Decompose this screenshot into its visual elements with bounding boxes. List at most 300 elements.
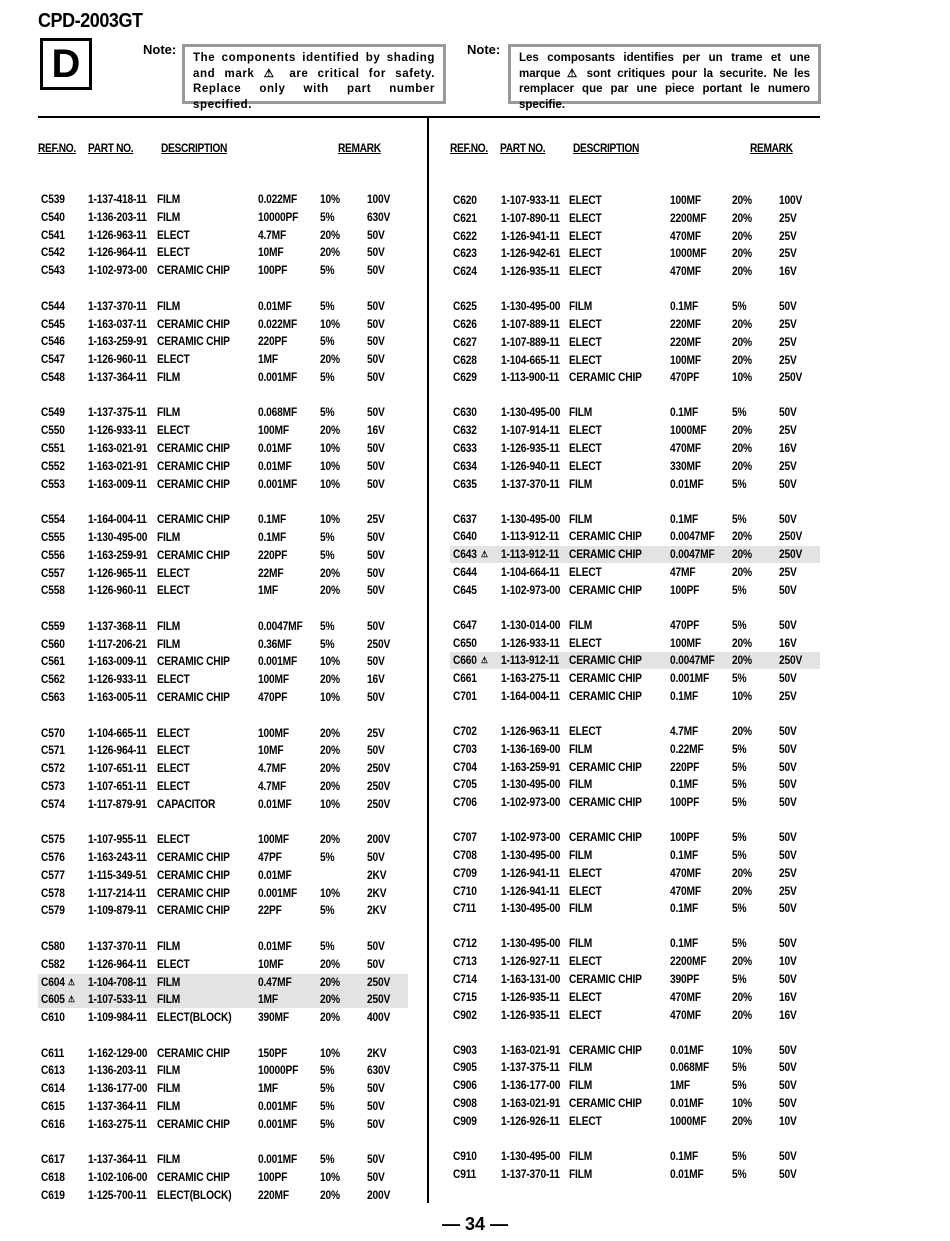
part-no: 1-113-912-11: [501, 653, 560, 668]
table-row: [450, 458, 820, 475]
remark-voltage: 50V: [367, 405, 385, 420]
ref-no: C543: [41, 263, 65, 278]
description: FILM: [569, 1078, 593, 1093]
remark-tolerance: 5%: [320, 903, 335, 918]
part-no: 1-126-963-11: [88, 227, 147, 242]
remark-value: 4.7MF: [258, 761, 287, 776]
part-no: 1-163-009-11: [88, 476, 147, 491]
part-no: 1-163-021-91: [501, 1042, 561, 1057]
table-row: [450, 847, 820, 864]
part-no: 1-107-889-11: [501, 317, 560, 331]
part-no: 1-130-495-00: [501, 1148, 561, 1163]
note-label-english: Note:: [143, 42, 177, 57]
description: FILM: [569, 405, 593, 420]
remark-value: 47PF: [258, 850, 282, 864]
remark-value: 0.01MF: [670, 1096, 704, 1110]
remark-voltage: 16V: [779, 441, 797, 455]
table-row: [450, 883, 820, 900]
remark-value: 10MF: [258, 245, 284, 260]
remark-voltage: 630V: [367, 209, 391, 224]
description: ELECT: [569, 210, 602, 225]
ref-no: C563: [41, 690, 65, 704]
remark-tolerance: 20%: [732, 264, 752, 279]
remark-value: 0.022MF: [258, 192, 298, 206]
remark-value: 0.0047MF: [670, 547, 715, 562]
remark-value: 10MF: [258, 956, 284, 971]
part-no: 1-130-495-00: [501, 936, 561, 951]
remark-tolerance: 5%: [320, 547, 335, 562]
remark-tolerance: 20%: [320, 761, 340, 776]
description: CERAMIC CHIP: [157, 1045, 230, 1060]
table-row: [38, 582, 408, 599]
ref-no: C542: [41, 245, 65, 260]
remark-voltage: 50V: [779, 848, 797, 862]
ref-no: C576: [41, 850, 65, 864]
description: FILM: [569, 741, 593, 756]
part-no: 1-126-965-11: [88, 565, 147, 580]
part-no: 1-109-984-11: [88, 1010, 147, 1025]
ref-no: C551: [41, 441, 65, 455]
ref-no: C562: [41, 672, 65, 687]
table-row: [450, 528, 820, 545]
ref-no: C573: [41, 778, 65, 793]
remark-value: 0.01MF: [258, 441, 292, 455]
ref-no: C611: [41, 1045, 65, 1060]
table-row: [450, 228, 820, 245]
ref-no: C902: [453, 1007, 477, 1022]
remark-voltage: 25V: [779, 458, 797, 473]
remark-value: 10MF: [258, 743, 284, 758]
part-no: 1-126-941-11: [501, 865, 560, 880]
remark-value: 1MF: [258, 1081, 278, 1096]
part-no: 1-163-037-11: [88, 316, 147, 331]
remark-tolerance: 5%: [320, 1152, 335, 1167]
remark-value: 100MF: [258, 725, 289, 740]
description: ELECT: [569, 883, 602, 898]
remark-tolerance: 5%: [732, 936, 747, 951]
remark-tolerance: 5%: [320, 938, 335, 953]
ref-no: C626: [453, 317, 477, 331]
remark-voltage: 50V: [779, 1166, 797, 1181]
remark-value: 1000MF: [670, 246, 707, 261]
description: ELECT: [157, 743, 190, 758]
remark-voltage: 50V: [367, 547, 385, 562]
remark-voltage: 50V: [367, 334, 385, 349]
remark-voltage: 50V: [367, 690, 385, 704]
remark-voltage: 250V: [367, 992, 391, 1007]
part-no: 1-163-005-11: [88, 690, 147, 704]
remark-value: 470PF: [670, 370, 700, 385]
remark-value: 1000MF: [670, 1113, 707, 1128]
table-row: [38, 1080, 408, 1097]
remark-voltage: 50V: [367, 476, 385, 491]
remark-voltage: 25V: [779, 334, 797, 349]
remark-voltage: 50V: [367, 298, 385, 313]
table-row: [38, 867, 408, 884]
ref-no: C627: [453, 334, 477, 349]
table-row: [38, 458, 408, 475]
remark-voltage: 2KV: [367, 867, 387, 882]
remark-voltage: 50V: [367, 743, 385, 758]
remark-tolerance: 20%: [732, 653, 752, 668]
remark-tolerance: 5%: [732, 671, 747, 686]
ref-no: C632: [453, 423, 477, 438]
ref-no: C903: [453, 1042, 477, 1057]
table-row: [450, 298, 820, 315]
description: ELECT: [569, 1007, 602, 1022]
remark-tolerance: 5%: [320, 209, 335, 224]
part-no: 1-109-879-11: [88, 903, 147, 918]
table-row: [38, 511, 408, 528]
remark-voltage: 250V: [779, 547, 803, 562]
remark-value: 0.22MF: [670, 741, 704, 756]
remark-value: 0.1MF: [670, 848, 699, 862]
remark-voltage: 50V: [779, 582, 797, 597]
description: ELECT: [569, 441, 602, 455]
table-row: [38, 849, 408, 866]
part-no: 1-102-106-00: [88, 1170, 148, 1185]
description: FILM: [569, 299, 593, 314]
ref-no: C714: [453, 972, 477, 986]
description: CERAMIC CHIP: [157, 547, 230, 562]
ref-no: C660: [453, 653, 477, 668]
remark-value: 390MF: [258, 1010, 289, 1025]
remark-tolerance: 10%: [320, 1170, 340, 1185]
description: FILM: [569, 936, 593, 951]
description: FILM: [157, 636, 181, 651]
description: ELECT: [569, 1113, 602, 1128]
remark-tolerance: 20%: [732, 1007, 752, 1022]
remark-tolerance: 20%: [320, 583, 340, 598]
remark-voltage: 50V: [779, 741, 797, 756]
ref-no: C713: [453, 954, 477, 969]
part-no: 1-126-935-11: [501, 989, 560, 1004]
remark-voltage: 50V: [779, 936, 797, 951]
remark-tolerance: 20%: [320, 565, 340, 580]
remark-value: 470MF: [670, 1007, 701, 1022]
part-no: 1-137-370-11: [88, 938, 147, 953]
ref-no: C705: [453, 777, 477, 792]
remark-tolerance: 20%: [320, 423, 340, 438]
ref-no: C620: [453, 193, 477, 207]
description: FILM: [157, 529, 181, 544]
table-row: [450, 369, 820, 386]
part-no: 1-164-004-11: [501, 689, 560, 703]
remark-voltage: 50V: [367, 441, 385, 455]
description: FILM: [157, 938, 181, 953]
description: ELECT: [569, 423, 602, 438]
description: CERAMIC CHIP: [569, 689, 642, 703]
remark-value: 47MF: [670, 565, 696, 579]
ref-no: C617: [41, 1152, 65, 1167]
remark-value: 0.01MF: [670, 1166, 704, 1181]
model-name: CPD-2003GT: [38, 10, 143, 32]
part-no: 1-163-275-11: [88, 1116, 147, 1131]
remark-tolerance: 5%: [732, 1148, 747, 1163]
ref-no: C545: [41, 316, 65, 331]
remark-value: 0.068MF: [670, 1060, 710, 1075]
ref-no: C547: [41, 352, 65, 367]
remark-value: 220PF: [258, 334, 288, 349]
remark-voltage: 250V: [367, 974, 391, 989]
description: FILM: [569, 848, 593, 862]
ref-no: C578: [41, 885, 65, 900]
remark-value: 10000PF: [258, 209, 299, 224]
remark-tolerance: 20%: [732, 989, 752, 1004]
table-row: [450, 776, 820, 793]
remark-tolerance: 20%: [732, 423, 752, 438]
description: CERAMIC CHIP: [157, 263, 230, 278]
remark-voltage: 250V: [367, 778, 391, 793]
remark-voltage: 25V: [779, 317, 797, 331]
description: CERAMIC CHIP: [569, 582, 642, 597]
remark-voltage: 50V: [779, 299, 797, 314]
remark-tolerance: 20%: [320, 245, 340, 260]
ref-no: C571: [41, 743, 65, 758]
part-no: 1-137-370-11: [501, 476, 560, 491]
remark-tolerance: 20%: [320, 352, 340, 367]
remark-tolerance: 5%: [732, 848, 747, 862]
ref-no: C613: [41, 1063, 65, 1078]
table-row: [450, 1007, 820, 1024]
table-row: [38, 1045, 408, 1062]
remark-value: 0.0047MF: [258, 618, 303, 633]
remark-value: 0.001MF: [258, 654, 298, 669]
part-no: 1-136-203-11: [88, 1063, 147, 1078]
ref-no: C552: [41, 458, 65, 473]
table-row: [450, 1042, 820, 1059]
table-row: [450, 1059, 820, 1076]
remark-value: 0.01MF: [258, 867, 292, 882]
remark-tolerance: 20%: [732, 441, 752, 455]
remark-tolerance: 20%: [320, 1187, 340, 1202]
table-row: [38, 422, 408, 439]
header-remark-right: REMARK: [750, 141, 793, 155]
description: CERAMIC CHIP: [157, 512, 230, 527]
description: ELECT: [569, 334, 602, 349]
table-row: [450, 688, 820, 705]
remark-voltage: 50V: [367, 1170, 385, 1185]
description: FILM: [569, 1148, 593, 1163]
remark-tolerance: 20%: [732, 193, 752, 207]
remark-voltage: 25V: [779, 210, 797, 225]
ref-no: C616: [41, 1116, 65, 1131]
remark-value: 0.1MF: [670, 901, 699, 916]
description: ELECT: [569, 228, 602, 243]
remark-value: 1MF: [258, 583, 278, 598]
remark-value: 0.01MF: [670, 1042, 704, 1057]
column-divider: [427, 118, 429, 1203]
remark-value: 100PF: [258, 263, 288, 278]
description: CERAMIC CHIP: [157, 476, 230, 491]
part-no: 1-126-964-11: [88, 245, 147, 260]
ref-no: C623: [453, 246, 477, 261]
remark-tolerance: 10%: [732, 1042, 752, 1057]
remark-tolerance: 5%: [320, 1063, 335, 1078]
header-part-no-left: PART NO.: [88, 141, 134, 155]
remark-value: 0.001MF: [258, 369, 298, 384]
remark-value: 100MF: [258, 423, 289, 438]
part-no: 1-137-370-11: [501, 1166, 560, 1181]
ref-no: C619: [41, 1187, 65, 1202]
remark-value: 1MF: [258, 992, 278, 1007]
header-ref-no-right: REF.NO.: [450, 141, 488, 155]
table-row: [38, 689, 408, 706]
part-no: 1-107-533-11: [88, 992, 147, 1007]
part-no: 1-125-700-11: [88, 1187, 147, 1202]
description: ELECT: [157, 227, 190, 242]
table-row: [450, 935, 820, 952]
ref-no: C628: [453, 352, 477, 367]
table-row: [450, 210, 820, 227]
description: CERAMIC CHIP: [157, 885, 230, 900]
remark-tolerance: 10%: [320, 458, 340, 473]
remark-voltage: 25V: [779, 865, 797, 880]
part-no: 1-117-879-91: [88, 796, 147, 811]
remark-tolerance: 20%: [320, 743, 340, 758]
table-row: [450, 546, 820, 563]
part-no: 1-136-177-00: [501, 1078, 561, 1093]
part-no: 1-126-933-11: [88, 672, 147, 687]
description: FILM: [569, 617, 593, 632]
description: CERAMIC CHIP: [569, 370, 642, 385]
remark-tolerance: 5%: [732, 741, 747, 756]
remark-voltage: 50V: [367, 458, 385, 473]
ref-no: C575: [41, 832, 65, 847]
remark-tolerance: 5%: [320, 263, 335, 278]
ref-no: C553: [41, 476, 65, 491]
description: ELECT: [569, 458, 602, 473]
table-row: [450, 404, 820, 421]
description: ELECT: [157, 956, 190, 971]
table-row: [38, 1062, 408, 1079]
part-no: 1-126-963-11: [501, 724, 560, 738]
remark-voltage: 50V: [367, 352, 385, 367]
remark-tolerance: 5%: [732, 795, 747, 810]
description: FILM: [157, 192, 181, 206]
description: ELECT: [569, 635, 602, 650]
remark-voltage: 200V: [367, 832, 391, 847]
remark-tolerance: 10%: [320, 796, 340, 811]
remark-value: 150PF: [258, 1045, 288, 1060]
remark-value: 100MF: [670, 635, 701, 650]
part-no: 1-163-021-91: [88, 458, 148, 473]
part-no: 1-163-131-00: [501, 972, 561, 986]
remark-voltage: 50V: [779, 671, 797, 686]
ref-no: C908: [453, 1096, 477, 1110]
remark-voltage: 25V: [779, 228, 797, 243]
description: ELECT: [569, 193, 602, 207]
remark-tolerance: 5%: [732, 830, 747, 845]
part-no: 1-107-933-11: [501, 193, 560, 207]
part-no: 1-130-495-00: [501, 511, 561, 526]
description: CERAMIC CHIP: [157, 690, 230, 704]
remark-voltage: 10V: [779, 1113, 797, 1128]
remark-voltage: 50V: [367, 1152, 385, 1167]
remark-tolerance: 20%: [320, 725, 340, 740]
part-no: 1-137-375-11: [88, 405, 147, 420]
ref-no: C570: [41, 725, 65, 740]
table-row: [38, 796, 408, 813]
ref-no: C540: [41, 209, 65, 224]
remark-tolerance: 5%: [320, 1081, 335, 1096]
ref-no: C633: [453, 441, 477, 455]
remark-voltage: 50V: [367, 618, 385, 633]
remark-voltage: 50V: [779, 759, 797, 774]
table-row: [450, 1095, 820, 1112]
table-row: [38, 547, 408, 564]
ref-no: C644: [453, 565, 477, 579]
remark-value: 1000MF: [670, 423, 707, 438]
description: CERAMIC CHIP: [569, 653, 642, 668]
part-no: 1-102-973-00: [501, 582, 561, 597]
remark-value: 0.1MF: [670, 936, 699, 951]
table-row: [450, 1077, 820, 1094]
remark-tolerance: 5%: [320, 1099, 335, 1113]
remark-tolerance: 20%: [732, 334, 752, 349]
description: ELECT: [569, 954, 602, 969]
part-no: 1-126-960-11: [88, 583, 147, 598]
description: FILM: [157, 1081, 181, 1096]
remark-voltage: 50V: [367, 850, 385, 864]
remark-voltage: 50V: [779, 724, 797, 738]
table-row: [38, 618, 408, 635]
part-no: 1-130-495-00: [501, 777, 561, 792]
remark-value: 470MF: [670, 883, 701, 898]
ref-no: C577: [41, 867, 65, 882]
description: CERAMIC CHIP: [569, 1042, 642, 1057]
ref-no: C661: [453, 671, 477, 686]
table-row: [38, 1187, 408, 1204]
note-label-french: Note:: [467, 42, 501, 57]
table-row: [38, 956, 408, 973]
remark-voltage: 50V: [367, 227, 385, 242]
remark-value: 100PF: [670, 795, 700, 810]
remark-value: 0.1MF: [670, 689, 699, 703]
remark-voltage: 50V: [367, 369, 385, 384]
remark-value: 0.1MF: [670, 405, 699, 420]
remark-tolerance: 20%: [320, 992, 340, 1007]
description: FILM: [569, 777, 593, 792]
ref-no: C546: [41, 334, 65, 349]
remark-voltage: 50V: [779, 972, 797, 986]
remark-voltage: 25V: [367, 512, 385, 527]
remark-value: 2200MF: [670, 954, 707, 969]
remark-voltage: 50V: [779, 1078, 797, 1093]
part-no: 1-126-940-11: [501, 458, 560, 473]
part-no: 1-136-177-00: [88, 1081, 148, 1096]
remark-tolerance: 20%: [320, 1010, 340, 1025]
table-row: [450, 440, 820, 457]
ref-no: C702: [453, 724, 477, 738]
header-ref-no-left: REF.NO.: [38, 141, 76, 155]
description: FILM: [157, 405, 181, 420]
table-row: [38, 902, 408, 919]
description: CERAMIC CHIP: [157, 1116, 230, 1131]
part-no: 1-104-665-11: [88, 725, 147, 740]
remark-voltage: 16V: [779, 1007, 797, 1022]
safety-mark-icon: ⚠: [68, 994, 75, 1005]
ref-no: C624: [453, 264, 477, 279]
remark-tolerance: 5%: [320, 405, 335, 420]
table-row: [450, 511, 820, 528]
remark-tolerance: 10%: [320, 476, 340, 491]
description: ELECT: [157, 725, 190, 740]
remark-value: 0.1MF: [670, 777, 699, 792]
description: FILM: [157, 974, 181, 989]
part-no: 1-113-912-11: [501, 547, 560, 562]
ref-no: C634: [453, 458, 477, 473]
